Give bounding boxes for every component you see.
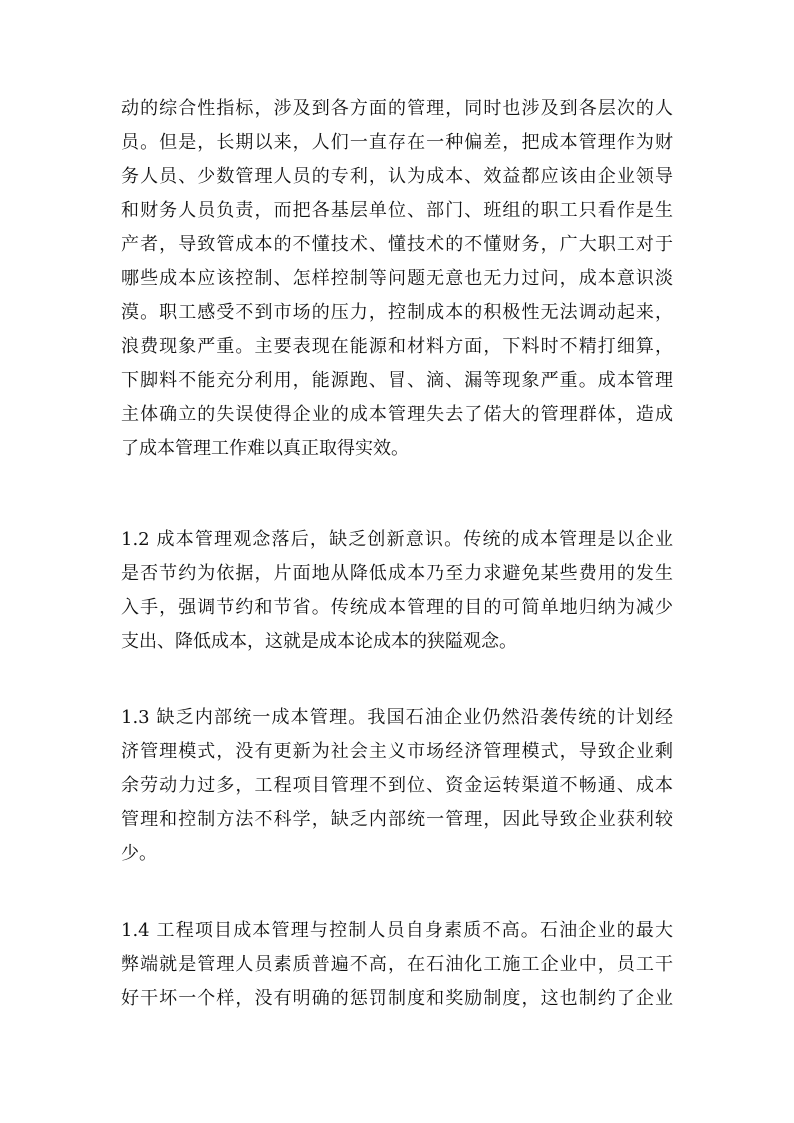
- paragraph-line: 浪费现象严重。主要表现在能源和材料方面，下料时不精打细算，: [121, 336, 673, 357]
- paragraph-line: 务人员、少数管理人员的专利，认为成本、效益都应该由企业领导: [121, 166, 673, 187]
- paragraph-section-1-2: [121, 523, 673, 659]
- paragraph-line: 漠。职工感受不到市场的压力，控制成本的积极性无法调动起来，: [121, 302, 673, 323]
- paragraph-line: 动的综合性指标，涉及到各方面的管理，同时也涉及到各层次的人: [121, 98, 673, 119]
- paragraph-section-1-3: [121, 701, 673, 871]
- paragraph-line: 哪些成本应该控制、怎样控制等问题无意也无力过问，成本意识淡: [121, 268, 673, 289]
- paragraph-line: 管理和控制方法不科学，缺乏内部统一管理，因此导致企业获利较: [121, 809, 673, 830]
- paragraph-cost-management-subject: [121, 92, 673, 466]
- paragraph-line: 弊端就是管理人员素质普遍不高，在石油化工施工企业中，员工干: [121, 954, 673, 975]
- paragraph-line: 1.4 工程项目成本管理与控制人员自身素质不高。石油企业的最大: [121, 920, 673, 941]
- paragraph-line: 下脚料不能充分利用，能源跑、冒、滴、漏等现象严重。成本管理: [121, 370, 673, 391]
- paragraph-line: 主体确立的失误使得企业的成本管理失去了偌大的管理群体，造成: [121, 404, 673, 425]
- paragraph-line: 少。: [121, 843, 157, 864]
- paragraph-line: 余劳动力过多，工程项目管理不到位、资金运转渠道不畅通、成本: [121, 775, 673, 796]
- paragraph-line: 员。但是，长期以来，人们一直存在一种偏差，把成本管理作为财: [121, 132, 673, 153]
- paragraph-line: 是否节约为依据，片面地从降低成本乃至力求避免某些费用的发生: [121, 563, 673, 584]
- paragraph-line: 1.3 缺乏内部统一成本管理。我国石油企业仍然沿袭传统的计划经: [121, 707, 673, 728]
- paragraph-section-1-4: [121, 914, 673, 1016]
- paragraph-line: 和财务人员负责，而把各基层单位、部门、班组的职工只看作是生: [121, 200, 673, 221]
- paragraph-line: 好干坏一个样，没有明确的惩罚制度和奖励制度，这也制约了企业: [121, 988, 673, 1009]
- paragraph-line: 了成本管理工作难以真正取得实效。: [121, 438, 409, 459]
- paragraph-line: 入手，强调节约和节省。传统成本管理的目的可简单地归纳为减少: [121, 597, 673, 618]
- paragraph-line: 济管理模式，没有更新为社会主义市场经济管理模式，导致企业剩: [121, 741, 673, 762]
- paragraph-line: 支出、降低成本，这就是成本论成本的狭隘观念。: [121, 631, 517, 652]
- paragraph-line: 产者，导致管成本的不懂技术、懂技术的不懂财务，广大职工对于: [121, 234, 673, 255]
- paragraph-line: 1.2 成本管理观念落后，缺乏创新意识。传统的成本管理是以企业: [121, 529, 673, 550]
